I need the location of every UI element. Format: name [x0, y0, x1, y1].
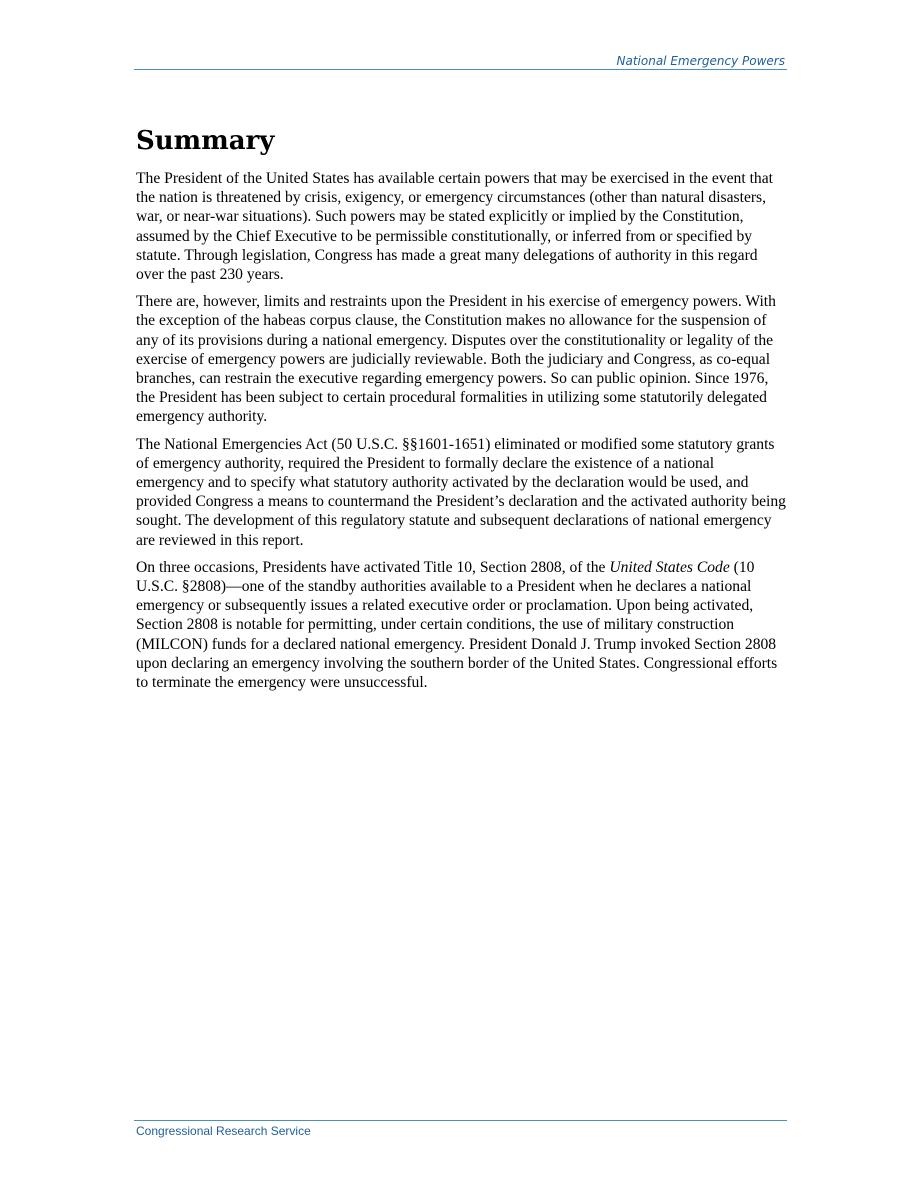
running-header: [134, 52, 787, 70]
paragraph-4-text-before: On three occasions, Presidents have activated Title 10, Section 2808, of the: [136, 558, 610, 576]
section-heading: Summary: [136, 126, 275, 156]
running-footer: [134, 1120, 787, 1138]
summary-paragraph-3: The National Emergencies Act (50 U.S.C. §§1601-1651) eliminated or modified some statutory grants of emergency authority, required the President to formally declare the existence of a national emergency and to specify what statutory authority activated by the declaration would be used, and provided Congress a means to countermand the President’s declaration and the activated authority being sought. The development of this regulatory statute and subsequent declarations of national emergency are reviewed in this report.: [136, 435, 786, 549]
running-header-title: National Emergency Powers: [616, 54, 785, 68]
code-title-italic: United States Code: [609, 558, 730, 576]
footer-publisher: Congressional Research Service: [136, 1124, 311, 1138]
summary-section: [136, 124, 786, 700]
summary-paragraph-4: [136, 558, 786, 692]
paragraph-4-text-after: (10 U.S.C. §2808)—one of the standby authorities available to a President when he declares a national emergency or subsequently issues a related executive order or proclamation. Upon being activated, Section 2808 is notable for permitting, under certain conditions, the use of military construction (MILCON) funds for a declared national emergency. President Donald J. Trump invoked Section 2808 upon declaring an emergency involving the southern border of the United States. Congressional efforts to terminate the emergency were unsuccessful.: [136, 558, 778, 692]
summary-paragraph-1: The President of the United States has available certain powers that may be exercised in the event that the nation is threatened by crisis, exigency, or emergency circumstances (other than natural disasters, war, or near-war situations). Such powers may be stated explicitly or implied by the Constitution, assumed by the Chief Executive to be permissible constitutionally, or inferred from or specified by statute. Through legislation, Congress has made a great many delegations of authority in this regard over the past 230 years.: [136, 170, 773, 284]
summary-paragraph-2: There are, however, limits and restraints upon the President in his exercise of emergency powers. With the exception of the habeas corpus clause, the Constitution makes no allowance for the suspension of any of its provisions during a national emergency. Disputes over the constitutionality or legality of the exercise of emergency powers are judicially reviewable. Both the judiciary and Congress, as co-equal branches, can restrain the executive regarding emergency powers. So can public opinion. Since 1976, the President has been subject to certain procedural formalities in utilizing some statutorily delegated emergency authority.: [136, 293, 776, 426]
